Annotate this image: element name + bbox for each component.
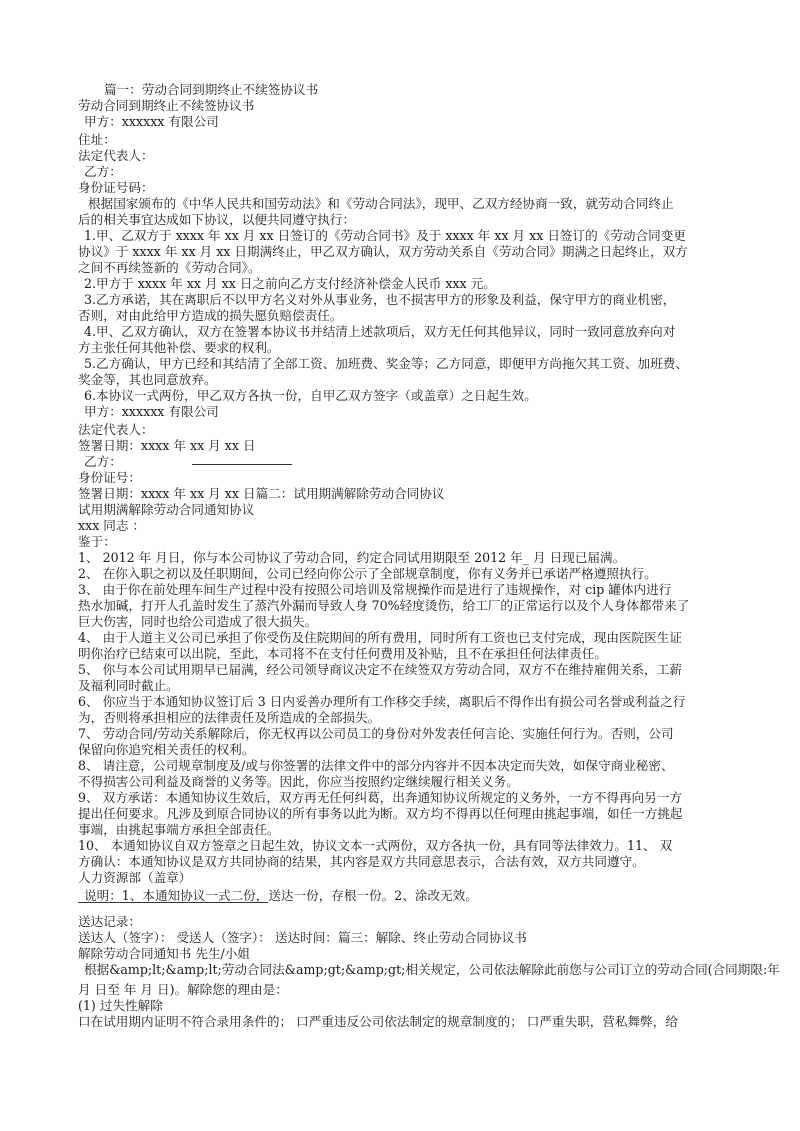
text-line: (1) 过失性解除 [78,998,163,1013]
text-line: 送达人（签字）： 受送人（签字）： 送达时间：篇三：解除、终止劳动合同协议书 [78,930,527,945]
text-line: 6.本协议一式两份，甲乙双方各执一份，自甲乙双方签字（或盖章）之日起生效。 [84,388,537,403]
text-line: 否则，对由此给甲方造成的损失愿负赔偿责任。 [78,308,343,323]
text-line: 方确认：本通知协议是双方共同协商的结果，其内容是双方共同意思表示，合法有效，双方共同遵守。 [78,854,645,869]
text-line: 篇一：劳动合同到期终止不续签协议书 [104,82,319,97]
text-line: 7、 劳动合同/劳动关系解除后，你无权再以公司员工的身份对外发表任何言论、实施任何行为。否则，公司 [78,726,674,741]
text-line: 3.乙方承诺，其在离职后不以甲方名义对外从事业务，也不损害甲方的形象及利益，保守甲方的商业机密， [84,292,676,307]
text-line: 法定代表人： [78,148,154,163]
text-line: 热水加碱，打开人孔盖时发生了蒸汽外漏而导致人身 70%轻度烫伤，给工厂的正常运行以及个人身体都带来了 [78,598,690,613]
text-line: 说明：1、本通知协议一式二份，送达一份，存根一份。2、涂改无效。 [84,888,478,903]
text-line: 身份证号码： [78,180,154,195]
separator-line [78,902,268,903]
text-line: 4.甲、乙双方确认，双方在签署本协议书并结清上述款项后，双方无任何其他异议，同时一致同意放弃向对 [84,324,676,339]
text-line: 劳动合同到期终止不续签协议书 [78,98,255,113]
text-line: 之间不再续签新的《劳动合同》。 [78,260,261,275]
text-line: 5.乙方确认，甲方已经和其结清了全部工资、加班费、奖金等；乙方同意，即便甲方尚拖欠其工资、加班费、 [84,356,688,371]
text-line: 1、 2012 年 月日，你与本公司协议了劳动合同，约定合同试用期限至 2012 年_ 月 日现已届满。 [78,550,626,565]
text-line: 10、 本通知协议自双方签章之日起生效，协议文本一式两份，双方各执一份，具有同等法律效力。11、 双 [78,838,673,853]
text-line: 试用期满解除劳动合同通知协议 [78,502,255,517]
text-line: 乙方： [84,454,122,469]
text-line: 及福利同时截止。 [78,678,179,693]
text-line: 签署日期：xxxx 年 xx 月 xx 日 [78,438,256,453]
signature-line [192,464,292,465]
text-line: 身份证号： [78,470,141,485]
text-line: 月 日至 年 月 日)。解除您的理由是： [78,982,288,997]
text-line: 根据国家颁布的《中华人民共和国劳动法》和《劳动合同法》，现甲、乙双方经协商一致，就劳动合同终止 [88,196,674,211]
text-line: 口在试用期内证明不符合录用条件的； 口严重违反公司依法制定的规章制度的； 口严重失职，营私舞弊，给 [78,1014,678,1029]
text-line: 乙方： [84,164,122,179]
text-line: 9、 双方承诺：本通知协议生效后，双方再无任何纠葛，出奔通知协议所规定的义务外，一方不得再向另一方 [78,790,682,805]
text-line: 后的相关事宜达成如下协议，以便共同遵守执行： [78,212,356,227]
text-line: 送达记录： [78,914,141,929]
text-line: 2.甲方于 xxxx 年 xx 月 xx 日之前向乙方支付经济补偿金人民币 xxx 元。 [84,276,496,291]
text-line: 根据&amp;lt;&amp;lt;劳动合同法&amp;gt;&amp;gt;相关规定，公司依法解除此前您与公司订立的劳动合同(合同期限:年 [84,962,780,977]
text-line: 协议》于 xxxx 年 xx 月 xx 日期满终止，甲乙双方确认，双方劳动关系自《劳动合同》期满之日起终止，双方 [78,244,688,259]
text-line: 5、 你与本公司试用期早已届满，经公司领导商议决定不在续签双方劳动合同，双方不在维持雇佣关系，工薪 [78,662,682,677]
text-line: 甲方：xxxxxx 有限公司 [84,114,219,129]
text-line: 住址： [78,132,116,147]
text-line: 4、 由于人道主义公司已承担了你受伤及住院期间的所有费用，同时所有工资也已支付完成，现由医院医生证 [78,630,682,645]
text-line: 为，否则将承担相应的法律责任及所造成的全部损失。 [78,710,381,725]
text-line: 巨大伤害，同时也给公司造成了很大损失。 [78,614,318,629]
text-line: 人力资源部（盖章） [78,870,192,885]
text-line: 法定代表人： [78,422,154,437]
text-line: 奖金等，其也同意放弃。 [78,372,217,387]
text-line: 鉴于： [78,534,116,549]
text-line: 提出任何要求。凡涉及到原合同协议的所有事务以此为断。双方均不得再以任何理由挑起事端，如任一方挑起 [78,806,683,821]
text-line: 事端，由挑起事端方承担全部责任。 [78,822,280,837]
text-line: 2、 在你入职之初以及任职期间，公司已经向你公示了全部规章制度，你有义务并已承诺严格遵照执行。 [78,566,657,581]
text-line: 保留向你追究相关责任的权利。 [78,742,255,757]
text-line: xxx 同志 ： [78,518,146,533]
text-line: 1.甲、乙双方于 xxxx 年 xx 月 xx 日签订的《劳动合同书》及于 xxxx 年 xx 月 xx 日签订的《劳动合同变更 [84,228,686,243]
text-line: 6、 你应当于本通知协议签订后 3 日内妥善办理所有工作移交手续，离职后不得作出有损公司名誉或利益之行 [78,694,686,709]
text-line: 8、 请注意，公司规章制度及/或与你签署的法律文件中的部分内容并不因本决定而失效，如保守商业秘密、 [78,758,674,773]
text-line: 签署日期：xxxx 年 xx 月 xx 日篇二：试用期满解除劳动合同协议 [78,486,445,501]
text-line: 方主张任何其他补偿、要求的权利。 [78,340,280,355]
text-line: 甲方：xxxxxx 有限公司 [84,404,219,419]
text-line: 明你治疗已结束可以出院，至此，本司将不在支付任何费用及补贴，且不在承担任何法律责任。 [78,646,607,661]
text-line: 解除劳动合同通知书 先生/小姐 [78,946,250,961]
text-line: 不得损害公司利益及商誉的义务等。因此，你应当按照约定继续履行相关义务。 [78,774,519,789]
text-line: 3、 由于你在前处理车间生产过程中没有按照公司培训及常规操作而是进行了违规操作，对 cip 罐体内进行 [78,582,672,597]
